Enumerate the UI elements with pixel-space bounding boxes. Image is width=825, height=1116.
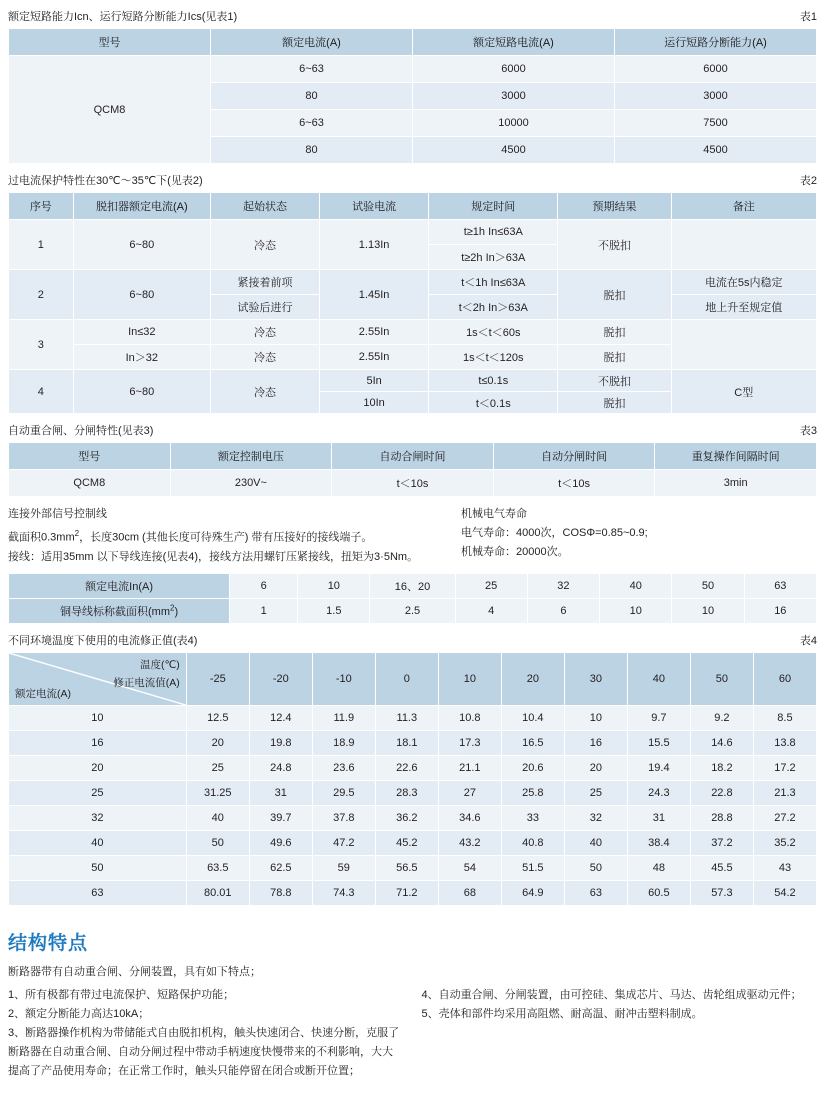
table4-cell: 19.4 [627,755,690,780]
table2-cell: 2.55In [320,345,429,370]
table4-cell: 63.5 [186,855,249,880]
table4-cell: 40.8 [501,830,564,855]
wire-section: 4 [455,598,527,623]
table4-cell: 22.6 [375,755,438,780]
table2-cell: t＜1h In≤63A [429,270,558,295]
table2-cell: 4 [9,370,74,414]
table4-cell: 63 [564,880,627,905]
table2-cell: 不脱扣 [558,370,671,392]
table4-cell: 29.5 [312,780,375,805]
table2-cell: 不脱扣 [558,220,671,270]
table4-cell: 39.7 [249,805,312,830]
table4-cell: 56.5 [375,855,438,880]
table1-cell: 7500 [615,110,817,137]
table4-cell: 40 [186,805,249,830]
table1-header-cell: 额定短路电流(A) [413,29,615,56]
table4-rated: 20 [9,755,187,780]
table3-section [8,422,817,497]
table3-cell: QCM8 [9,470,171,497]
table2-caption-row [8,172,817,188]
table-row [9,730,817,755]
table2-header-cell: 起始状态 [210,193,319,220]
table4-corner [9,652,187,705]
table4-cell: 50 [564,855,627,880]
table4-cell: 48 [627,855,690,880]
table4-cell: 11.9 [312,705,375,730]
table3-header-cell: 重复操作间隔时间 [655,443,817,470]
table2 [8,192,817,414]
table4-rated: 63 [9,880,187,905]
notes-left-title: 连接外部信号控制线 [8,508,107,520]
table2-header-cell: 脱扣器额定电流(A) [73,193,210,220]
wire-current: 10 [298,573,370,598]
features-title: 结构特点 [8,932,89,954]
table4-cell: 10.4 [501,705,564,730]
table3-header-cell: 自动分闸时间 [493,443,655,470]
table-row [9,880,817,905]
table3-caption-row [8,422,817,438]
table4-cell: 11.3 [375,705,438,730]
table4-cell: 17.2 [753,755,816,780]
table3-cell: 3min [655,470,817,497]
table-row [9,270,817,295]
table4-temp-header: 40 [627,652,690,705]
features-left-column [8,986,404,1081]
table4-cell: 18.1 [375,730,438,755]
table4-temp-header: -25 [186,652,249,705]
table3-cell: 230V~ [170,470,332,497]
table2-cell: 6~80 [73,370,210,414]
table4-cell: 78.8 [249,880,312,905]
table2-cell: t＜2h In＞63A [429,295,558,320]
table4-cell: 12.4 [249,705,312,730]
table4-rated: 25 [9,780,187,805]
table4-cell: 54 [438,855,501,880]
table4-cell: 59 [312,855,375,880]
table2-cell: 1 [9,220,74,270]
table-row [9,780,817,805]
wire-row2-label [9,598,230,623]
table4-cell: 20 [564,755,627,780]
table1-cell: 6~63 [211,56,413,83]
notes-right-line2: 机械寿命：20000次。 [461,546,569,558]
table4-cell: 32 [564,805,627,830]
table1-header-cell: 型号 [9,29,211,56]
table4-cell: 21.1 [438,755,501,780]
features-columns [8,986,817,1081]
table2-cell: 6~80 [73,220,210,270]
table-row [9,193,817,220]
table3-header-cell: 自动合闸时间 [332,443,494,470]
list-item: 4、自动重合闸、分闸装置，由可控硅、集成芯片、马达、齿轮组成驱动元件； [421,988,802,1001]
table4-cell: 8.5 [753,705,816,730]
table4-cell: 51.5 [501,855,564,880]
table4-cell: 25 [564,780,627,805]
wire-current: 6 [230,573,298,598]
table4-cell: 27 [438,780,501,805]
table1-cell: 3000 [615,83,817,110]
table2-cell: 冷态 [210,370,319,414]
table4-cell: 12.5 [186,705,249,730]
wire-current: 32 [527,573,599,598]
table1-model: QCM8 [9,56,211,164]
table2-cell: 脱扣 [558,392,671,414]
table2-cell: 6~80 [73,270,210,320]
table4 [8,652,817,906]
table4-cell: 19.8 [249,730,312,755]
table4-cell: 38.4 [627,830,690,855]
wire-section: 6 [527,598,599,623]
table1-cell: 3000 [413,83,615,110]
table4-temp-header: -10 [312,652,375,705]
table4-cell: 28.8 [690,805,753,830]
wire-row2-label-b: ) [174,605,179,618]
table4-cell: 24.8 [249,755,312,780]
notes-right [461,505,817,567]
table4-cell: 34.6 [438,805,501,830]
table2-cell: t≥1h In≤63A [429,220,558,245]
table1-cell: 6000 [615,56,817,83]
table1-cell: 4500 [615,137,817,164]
table1-cell: 6~63 [211,110,413,137]
list-item: 1、所有极都有带过电流保护、短路保护功能； [8,988,235,1001]
table2-cell: 冷态 [210,220,319,270]
table1-header-cell: 运行短路分断能力(A) [615,29,817,56]
list-item: 3、断路器操作机构为带储能式自由脱扣机构，触头快速闭合、快速分断，克服了断路器在自动重合闸、自动分闸过程中带动手柄速度快慢带来的不利影响，大大提高了产品使用寿命；在正常工作时，触头只能停留在闭合或断开位置； [8,1026,400,1077]
table1-cell: 6000 [413,56,615,83]
table4-cell: 50 [186,830,249,855]
table4-temp-header: 30 [564,652,627,705]
table4-cell: 60.5 [627,880,690,905]
table2-cell: 1s＜t＜120s [429,345,558,370]
table4-cell: 74.3 [312,880,375,905]
table4-corner-bottom-left: 额定电流(A) [15,687,71,700]
table2-cell: t≥2h In＞63A [429,245,558,270]
table-row [9,320,817,345]
wire-table [8,573,817,624]
notes-right-title: 机械电气寿命 [461,508,528,520]
table4-caption: 不同环境温度下使用的电流修正值(表4) [8,634,198,647]
table-row [9,855,817,880]
table2-cell: 1s＜t＜60s [429,320,558,345]
table2-cell: t＜0.1s [429,392,558,414]
table4-temp-header: 20 [501,652,564,705]
table2-cell: 5In [320,370,429,392]
table1 [8,28,817,164]
wire-section: 2.5 [370,598,455,623]
table-row [9,755,817,780]
table4-cell: 71.2 [375,880,438,905]
table1-cell: 80 [211,83,413,110]
table4-cell: 43.2 [438,830,501,855]
table-row [9,220,817,245]
table2-header-cell: 预期结果 [558,193,671,220]
table2-cell: 冷态 [210,320,319,345]
table-row [9,470,817,497]
table2-cell: 1.13In [320,220,429,270]
table2-cell: 地上升至规定值 [671,295,816,320]
table4-cell: 23.6 [312,755,375,780]
list-item: 5、壳体和部件均采用高阻燃、耐高温、耐冲击塑料制成。 [421,1007,703,1020]
table4-number: 表4 [799,634,817,647]
table4-cell: 36.2 [375,805,438,830]
table4-temp-header: 10 [438,652,501,705]
table2-header-cell: 规定时间 [429,193,558,220]
table4-corner-inner [9,653,186,705]
table2-cell: 脱扣 [558,320,671,345]
table2-cell: 电流在5s内稳定 [671,270,816,295]
notes-left-line1-a: 截面积0.3mm [8,531,75,544]
table-row [9,598,817,623]
notes-left-line1-b: ，长度30cm (其他长度可待殊生产) 带有压接好的接线端子。 [79,531,373,544]
wire-current: 16、20 [370,573,455,598]
table4-cell: 16 [564,730,627,755]
table4-cell: 68 [438,880,501,905]
table4-cell: 43 [753,855,816,880]
table4-rated: 16 [9,730,187,755]
table1-cell: 80 [211,137,413,164]
features-intro: 断路器带有自动重合闸、分闸装置，具有如下特点； [8,965,261,978]
table4-cell: 25.8 [501,780,564,805]
table4-cell: 47.2 [312,830,375,855]
wire-section: 10 [600,598,672,623]
table3-cell: t＜10s [493,470,655,497]
table4-cell: 45.5 [690,855,753,880]
table3-number: 表3 [799,425,817,437]
table4-cell: 17.3 [438,730,501,755]
table3 [8,442,817,497]
table4-caption-row [8,632,817,648]
table4-cell: 10.8 [438,705,501,730]
table1-cell: 4500 [413,137,615,164]
table2-cell: 冷态 [210,345,319,370]
table4-temp-header: -20 [249,652,312,705]
table4-rated: 50 [9,855,187,880]
table2-cell: C型 [671,370,816,414]
table2-caption: 过电流保护特性在30℃～35℃下(见表2) [8,175,203,187]
wire-section: 1.5 [298,598,370,623]
table2-cell: 10In [320,392,429,414]
notes-left-line1 [8,524,461,548]
table1-cell: 10000 [413,110,615,137]
table4-cell: 31 [249,780,312,805]
table2-cell: 2 [9,270,74,320]
table4-cell: 10 [564,705,627,730]
wire-current: 25 [455,573,527,598]
table4-cell: 20 [186,730,249,755]
table4-cell: 37.8 [312,805,375,830]
wire-section: 1 [230,598,298,623]
table4-cell: 25 [186,755,249,780]
wire-row2-label-a: 铜导线标称截面积(mm [60,605,170,618]
table4-cell: 35.2 [753,830,816,855]
table2-cell: 紧接着前项 [210,270,319,295]
table4-cell: 80.01 [186,880,249,905]
table4-rated: 40 [9,830,187,855]
table2-cell [671,220,816,270]
table4-cell: 20.6 [501,755,564,780]
table2-header-cell: 序号 [9,193,74,220]
table2-section [8,172,817,414]
table4-cell: 64.9 [501,880,564,905]
wire-row1-label: 额定电流In(A) [9,573,230,598]
table4-cell: 62.5 [249,855,312,880]
table4-cell: 49.6 [249,830,312,855]
table4-cell: 9.7 [627,705,690,730]
table1-header-cell: 额定电流(A) [211,29,413,56]
table2-cell: 2.55In [320,320,429,345]
table3-caption: 自动重合闸、分闸特性(见表3) [8,425,154,437]
table2-header-cell: 备注 [671,193,816,220]
table4-cell: 9.2 [690,705,753,730]
table4-rated: 10 [9,705,187,730]
list-item: 2、额定分断能力高达10kA； [8,1007,150,1020]
notes-section [8,505,817,567]
table4-cell: 21.3 [753,780,816,805]
table4-cell: 16.5 [501,730,564,755]
table4-cell: 57.3 [690,880,753,905]
table1-number: 表1 [799,11,817,23]
table2-cell: 脱扣 [558,270,671,320]
features-right-column [422,986,818,1081]
table2-cell: 3 [9,320,74,370]
table3-header-cell: 额定控制电压 [170,443,332,470]
table4-cell: 31 [627,805,690,830]
wire-current: 40 [600,573,672,598]
wire-section: 16 [744,598,816,623]
table4-cell: 24.3 [627,780,690,805]
table4-cell: 14.6 [690,730,753,755]
table-row [9,443,817,470]
wire-row2-label-sup: 2 [170,603,175,612]
table4-corner-bottom-right: 修正电流值(A) [113,676,180,689]
table-row [9,56,817,83]
table-row [9,370,817,392]
table4-cell: 18.2 [690,755,753,780]
table2-cell: In＞32 [73,345,210,370]
wire-section [8,573,817,624]
notes-left-line1-sup: 2 [74,529,80,538]
table2-cell: 1.45In [320,270,429,320]
table4-temp-header: 0 [375,652,438,705]
table-row [9,652,817,705]
table4-cell: 18.9 [312,730,375,755]
wire-current: 50 [672,573,744,598]
table2-cell: t≤0.1s [429,370,558,392]
table2-cell: In≤32 [73,320,210,345]
table4-rated: 32 [9,805,187,830]
document-page [0,8,825,1091]
table3-cell: t＜10s [332,470,494,497]
table3-header-cell: 型号 [9,443,171,470]
table2-header-cell: 试验电流 [320,193,429,220]
table-row [9,830,817,855]
table4-cell: 15.5 [627,730,690,755]
table4-section [8,632,817,906]
table2-cell [671,320,816,370]
table4-cell: 33 [501,805,564,830]
table4-cell: 28.3 [375,780,438,805]
notes-left [8,505,461,567]
table4-cell: 45.2 [375,830,438,855]
notes-right-line1: 电气寿命：4000次，COSΦ=0.85~0.9; [461,527,648,539]
wire-current: 63 [744,573,816,598]
table1-caption: 额定短路能力Icn、运行短路分断能力Ics(见表1) [8,11,238,23]
table4-cell: 40 [564,830,627,855]
table-row [9,29,817,56]
features-section [8,928,817,1081]
table4-temp-header: 60 [753,652,816,705]
table1-caption-row [8,8,817,24]
table2-cell: 脱扣 [558,345,671,370]
table-row [9,805,817,830]
table4-cell: 31.25 [186,780,249,805]
table4-cell: 13.8 [753,730,816,755]
table4-cell: 27.2 [753,805,816,830]
table-row [9,573,817,598]
table4-cell: 22.8 [690,780,753,805]
table2-cell: 试验后进行 [210,295,319,320]
table-row [9,705,817,730]
wire-section: 10 [672,598,744,623]
table4-cell: 54.2 [753,880,816,905]
table4-cell: 37.2 [690,830,753,855]
notes-left-line2: 接线：适用35mm 以下导线连接(见表4)，接线方法用螺钉压紧接线，扭矩为3·5Nm。 [8,550,419,563]
table1-section [8,8,817,164]
table2-number: 表2 [799,175,817,187]
table4-corner-top: 温度(℃) [139,658,180,671]
table4-temp-header: 50 [690,652,753,705]
